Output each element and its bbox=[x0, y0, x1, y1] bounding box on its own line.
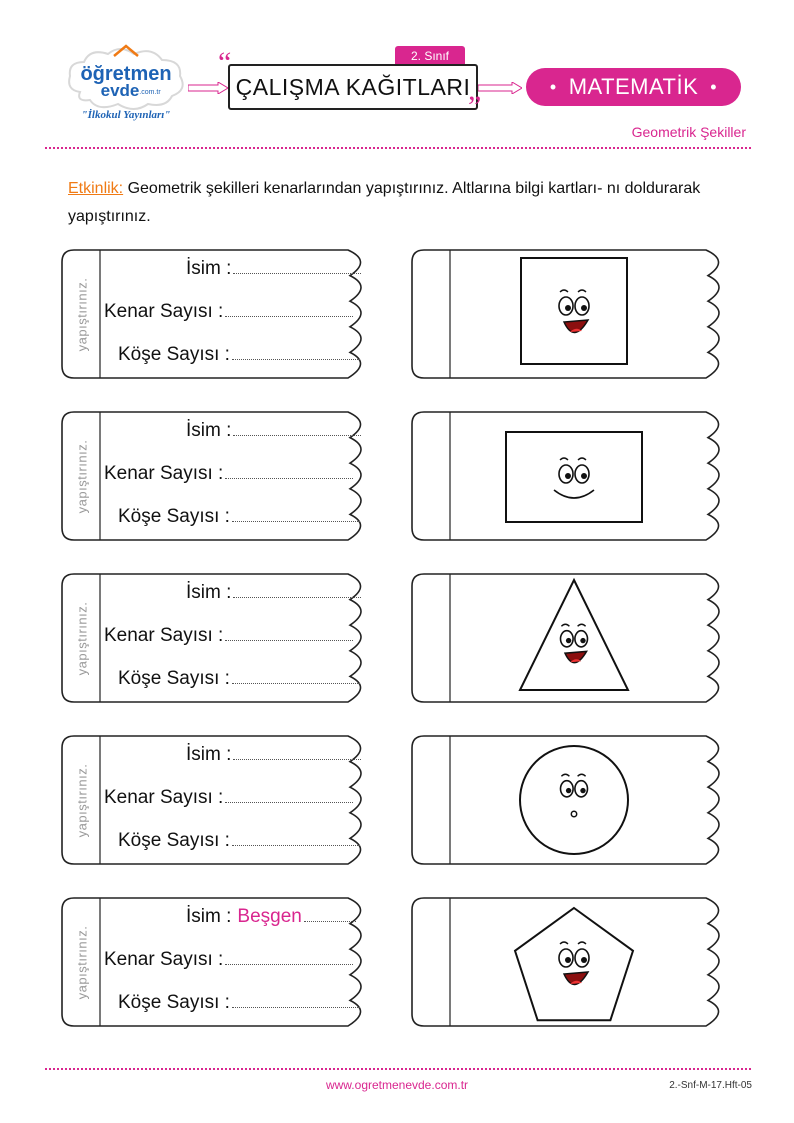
corner-count-field-label: Köşe Sayısı : bbox=[118, 344, 230, 365]
instruction-text: Geometrik şekilleri kenarlarından yapıştırınız. Altlarına bilgi kartları- nı doldurarak yapıştırınız. bbox=[68, 180, 701, 225]
info-card bbox=[60, 896, 390, 1028]
answer-line[interactable] bbox=[225, 964, 353, 965]
logo-text-top: öğretmen bbox=[80, 63, 172, 85]
edge-count-field bbox=[104, 949, 353, 971]
answer-line[interactable] bbox=[232, 683, 360, 684]
glue-label bbox=[64, 248, 100, 380]
footer-divider bbox=[45, 1068, 751, 1070]
answer-line[interactable] bbox=[232, 521, 360, 522]
subject-label: MATEMATİK bbox=[568, 74, 699, 99]
footer-website[interactable]: www.ogretmenevde.com.tr bbox=[325, 1078, 469, 1092]
shape-drawing bbox=[410, 896, 750, 1028]
name-field bbox=[186, 582, 361, 604]
shape-card-triangle bbox=[410, 572, 750, 704]
subject-badge: • MATEMATİK • bbox=[526, 68, 741, 106]
name-field-label: İsim : bbox=[186, 258, 232, 279]
name-field-label: İsim : bbox=[186, 906, 232, 927]
info-card bbox=[60, 410, 390, 542]
glue-label-text: yapıştırınız. bbox=[74, 925, 90, 999]
answer-line[interactable] bbox=[304, 921, 356, 922]
name-field bbox=[186, 420, 361, 442]
quote-open: “ bbox=[218, 46, 232, 79]
instruction bbox=[68, 175, 738, 231]
glue-label bbox=[64, 896, 100, 1028]
answer-line[interactable] bbox=[232, 1007, 360, 1008]
name-field-label: İsim : bbox=[186, 744, 232, 765]
worksheet-title: ÇALIŞMA KAĞITLARI bbox=[228, 64, 478, 110]
footer-code: 2.-Snf-M-17.Hft-05 bbox=[669, 1080, 752, 1091]
quote-close: ” bbox=[468, 90, 482, 123]
corner-count-field bbox=[118, 344, 360, 366]
answer-line[interactable] bbox=[232, 845, 360, 846]
answer-line[interactable] bbox=[232, 359, 360, 360]
answer-line[interactable] bbox=[233, 759, 361, 760]
glue-label bbox=[64, 410, 100, 542]
logo-domain: .com.tr bbox=[139, 89, 161, 96]
shape-drawing bbox=[410, 410, 750, 542]
edge-count-field-label: Kenar Sayısı : bbox=[104, 787, 224, 808]
publisher-logo bbox=[62, 42, 190, 128]
header-arrow-right bbox=[478, 82, 522, 94]
answer-line[interactable] bbox=[225, 316, 353, 317]
info-card bbox=[60, 248, 390, 380]
instruction-label: Etkinlik: bbox=[68, 180, 124, 197]
glue-label-text: yapıştırınız. bbox=[74, 277, 90, 351]
corner-count-field-label: Köşe Sayısı : bbox=[118, 506, 230, 527]
edge-count-field bbox=[104, 625, 353, 647]
topic-label: Geometrik Şekiller bbox=[631, 124, 746, 140]
edge-count-field-label: Kenar Sayısı : bbox=[104, 301, 224, 322]
name-field-label: İsim : bbox=[186, 582, 232, 603]
edge-count-field-label: Kenar Sayısı : bbox=[104, 625, 224, 646]
info-card bbox=[60, 734, 390, 866]
edge-count-field bbox=[104, 301, 353, 323]
logo-tagline: "İlkokul Yayınları" bbox=[81, 109, 171, 121]
shape-card-rectangle bbox=[410, 410, 750, 542]
grade-tag: 2. Sınıf bbox=[395, 46, 465, 66]
logo-text-bottom: evde bbox=[100, 81, 140, 100]
answer-line[interactable] bbox=[233, 435, 361, 436]
corner-count-field bbox=[118, 992, 360, 1014]
name-field bbox=[186, 258, 361, 280]
name-field-label: İsim : bbox=[186, 420, 232, 441]
glue-label-text: yapıştırınız. bbox=[74, 763, 90, 837]
glue-label bbox=[64, 572, 100, 704]
answer-line[interactable] bbox=[233, 273, 361, 274]
glue-label-text: yapıştırınız. bbox=[74, 439, 90, 513]
header-arrow-left bbox=[188, 82, 228, 94]
shape-drawing bbox=[410, 734, 750, 866]
answer-line[interactable] bbox=[225, 640, 353, 641]
corner-count-field bbox=[118, 668, 360, 690]
answer-line[interactable] bbox=[233, 597, 361, 598]
corner-count-field bbox=[118, 830, 360, 852]
shape-card-pentagon bbox=[410, 896, 750, 1028]
corner-count-field-label: Köşe Sayısı : bbox=[118, 830, 230, 851]
name-answer: Beşgen bbox=[237, 906, 302, 927]
edge-count-field-label: Kenar Sayısı : bbox=[104, 463, 224, 484]
name-field bbox=[186, 906, 356, 928]
glue-label-text: yapıştırınız. bbox=[74, 601, 90, 675]
corner-count-field-label: Köşe Sayısı : bbox=[118, 992, 230, 1013]
shape-drawing bbox=[410, 248, 750, 380]
answer-line[interactable] bbox=[225, 802, 353, 803]
edge-count-field bbox=[104, 787, 353, 809]
corner-count-field-label: Köşe Sayısı : bbox=[118, 668, 230, 689]
glue-label bbox=[64, 734, 100, 866]
edge-count-field bbox=[104, 463, 353, 485]
edge-count-field-label: Kenar Sayısı : bbox=[104, 949, 224, 970]
header-divider bbox=[45, 147, 751, 149]
shape-card-circle bbox=[410, 734, 750, 866]
corner-count-field bbox=[118, 506, 360, 528]
name-field bbox=[186, 744, 361, 766]
answer-line[interactable] bbox=[225, 478, 353, 479]
shape-card-square bbox=[410, 248, 750, 380]
info-card bbox=[60, 572, 390, 704]
shape-drawing bbox=[410, 572, 750, 704]
